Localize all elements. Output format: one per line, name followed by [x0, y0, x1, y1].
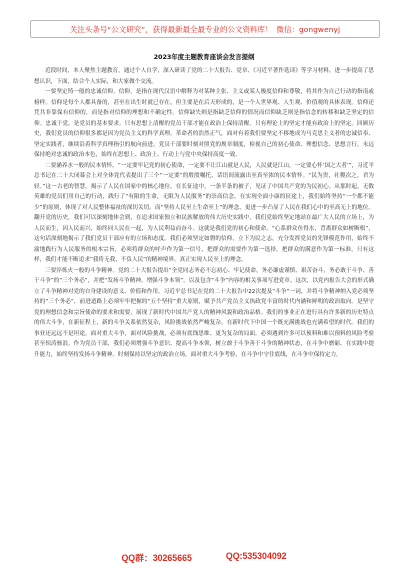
paragraph-faith: 一要坚定铸一般的忠诚信仰。信仰，是指在现代汉语中解释为对某种主张、主义或某人极度信仰和尊敬，将其作为自己行动的指南或榜样。信仰是每个人都具备的，甚至在出生时就已存在，但主要是在后天形成的，是一个人世界观、人生观、价值观的具体表现。信仰还凭共非靠保有信仰的，而是指对信仰的理想和不确定性。信仰缺失则是指缺乏信仰的情况而信仰缺乏则是指信念的转移和缺乏坚定的信仰。忠诚于党，是党员的基本要求。只有思想上清醒的党员干部才能在政治上保持清醒。只有理论上的坚定才能有政治上的坚定。回顾历史，我们党员的信仰很多都是因为党员主义的科学真理、革命者的浩然正气，面对有着我们要坚定不移地成为马克思主义者的忠诚信奉、坚定实践者，继续沿着科学真理指引的航向前进。党员干部要时刻对照党的规章制度，检视自己的初心使命、理想信念、思想言行，永远保持绝对忠诚的政治本色，始终在思想上、政治上、行动上与党中央保持高度一致。 [34, 89, 374, 158]
document-title: 2023年度主题教育座谈会发言提纲 [153, 53, 255, 61]
footer-qq: QQ:535304092 [225, 551, 287, 561]
document-body [34, 53, 374, 541]
paragraph-people: 二要涵养水一般的民本情怀。“一定要牢记党的初心使命，一定要不让江山就是人民，人民就是江山，一定要心怀‘国之大者’”，习近平总书记在二十大闭幕会上对全体党代表提出了三个“一定要”的殷殷嘱托，话语间流露出至真至浓的民本情怀。“民为贵，社稷次之，君为轻。”这一古老的智慧，揭示了人民在国家中的核心地位。在长征途中，一条半条的被子，见证了中国共产党的为民初心。从那时起，无数英雄的党员们用自己的行动，践行了“有限的生命，无限为人民服务”的崇高信念，在实现全面小康的征途上，我们始终坚持“一个都不能少”的原则，体现了对人民整体福祉的深切关切。而“坚持人民至上生命至上”的理念，更进一步凸显了人民在我们心中的至高无上的地位。翻开党的历史，我们可以深刻地体会到，在追求国家独立和民族解放的伟大历史实践中，我们党始终坚定地站在最广大人民的立场上，为人民而生，因人民而兴，始终同人民在一起，为人民利益而奋斗。这就是我们党的初心和使命。“心系群众鱼得水，背离群众如树断根”，这句话深刻地揭示了我们党员干部应有的立场和态度。我们必须坚定如磐的信仰，立下为民之志，充分发挥党员的先锋模范作用，始终不渝地践行为人民服务的根本宗旨，必须将群众的呼声作为第一信号，把群众的需要作为第一选择，把群众的满意作为第一标准，只有这样，我们才能不断追求“我将无我，不负人民”的精神境界，真正实现人民至上的理念。 [34, 162, 374, 263]
banner-text: 关注头条号“公文研究”，获得最新最全最专业的公文资料库！ [69, 24, 273, 34]
paragraph-struggle: 三要淬炼火一般的斗争精神。党的二十大报告提出“全党同志务必不忘初心、牢记使命，务必谦虚谨慎、艰苦奋斗，务必敢于斗争、善于斗争”的“三个务必”，并把“发扬斗争精神、增强斗争本领”，以及包含“斗争”内容的相关事项写进党章。这次，以党内报告大会的形式确立了斗争精神对党的自身建设的意义、价值和作用。习近平总书记在党的二十大报告中22次提及“斗争”一词，并将斗争精神纳入党必须坚持的“三个务必”，前进道路上必须牢牢把握的“五个坚持”重大原则，赋予共产党员主义执政党丰富的时代内涵和鲜明的政治取向。是坚守党的理想信念和宗旨使命的要求和需要，展现了新时代中国共产党人的精神风貌和政治品格。我们的事业正在进行具有许多新的历史特点的伟大斗争，在新征程上，新的斗争关系依然复杂，风险挑战依然严峻复杂。在新时代下中国一个既充满挑战也充满希望的时代。我们的事业还远远不是坦途。面对重大斗争，面对风险挑战，必须有底线思维、更为复杂的局面。必须遇到许多可以预料和难以预料的风险考验甚至惊涛骇浪。作为党员干部，我们必须增强斗争意识、提高斗争本领，树立敢于斗争善于斗争的精神状态，在斗争中磨砺、在实践中提升能力，始终坚持发扬斗争精神。时刻保持以坚定的政治立场，面对重大斗争考验，在斗争中守住底线，在斗争中保持定力。 [34, 267, 374, 358]
footer-contact [0, 551, 408, 565]
promo-banner [30, 20, 380, 38]
banner-wechat: 微信：gongwenyj [276, 24, 341, 34]
footer-qq-group: QQ群：30265665 [121, 553, 192, 563]
paragraph-intro: 近段时间，本人聚焦主题教育，通过个人自学，深入研读了党的二十大报告、党章、《习近平著作选读》等学习材料，进一步提高了思想认识，下面，结合个人实际，和大家做个交流。 [34, 68, 374, 85]
